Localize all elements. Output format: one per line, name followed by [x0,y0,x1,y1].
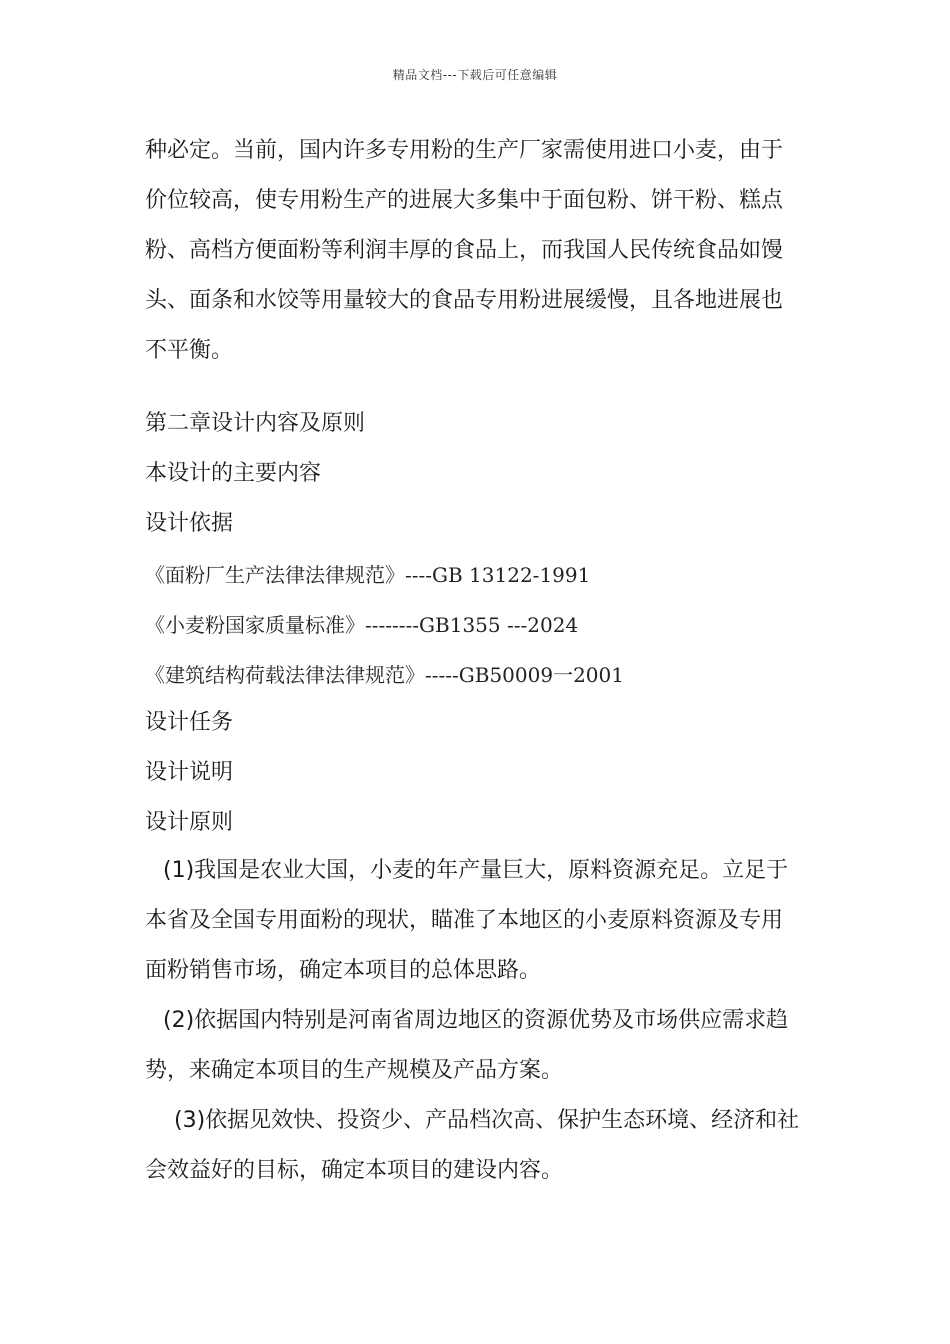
section-heading: 本设计的主要内容 [145,461,322,486]
paragraph-line: 不平衡。 [145,338,234,363]
reference-item: 《小麦粉国家质量标准》--------GB1355 ---2024 [145,613,579,637]
section-heading: 设计任务 [145,710,234,735]
principle-line: 会效益好的目标，确定本项目的建设内容。 [145,1158,564,1183]
reference-item: 《面粉厂生产法律法律规范》----GB 13122-1991 [145,563,591,587]
paragraph-line: 头、面条和水饺等用量较大的食品专用粉进展缓慢，且各地进展也 [145,288,784,313]
principle-line: 势，来确定本项目的生产规模及产品方案。 [145,1058,564,1083]
paragraph-line: 种必定。当前，国内许多专用粉的生产厂家需使用进口小麦，由于 [145,138,784,163]
principle-line: (3)依据见效快、投资少、产品档次高、保护生态环境、经济和社 [174,1108,800,1133]
principle-line: 面粉销售市场，确定本项目的总体思路。 [145,958,542,983]
principle-line: (2)依据国内特别是河南省周边地区的资源优势及市场供应需求趋 [163,1008,789,1033]
reference-item: 《建筑结构荷载法律法律规范》-----GB50009一2001 [145,663,624,687]
page-header: 精品文档---下载后可任意编辑 [392,68,558,82]
paragraph-line: 价位较高，使专用粉生产的进展大多集中于面包粉、饼干粉、糕点 [145,188,784,213]
paragraph-line: 粉、高档方便面粉等利润丰厚的食品上，而我国人民传统食品如馒 [145,238,784,263]
section-heading: 设计原则 [145,810,234,835]
section-heading: 设计说明 [145,760,234,785]
principle-line: (1)我国是农业大国，小麦的年产量巨大，原料资源充足。立足于 [163,858,789,883]
principle-line: 本省及全国专用面粉的现状，瞄准了本地区的小麦原料资源及专用 [145,908,784,933]
section-heading: 设计依据 [145,511,234,536]
chapter-heading: 第二章设计内容及原则 [145,411,366,436]
